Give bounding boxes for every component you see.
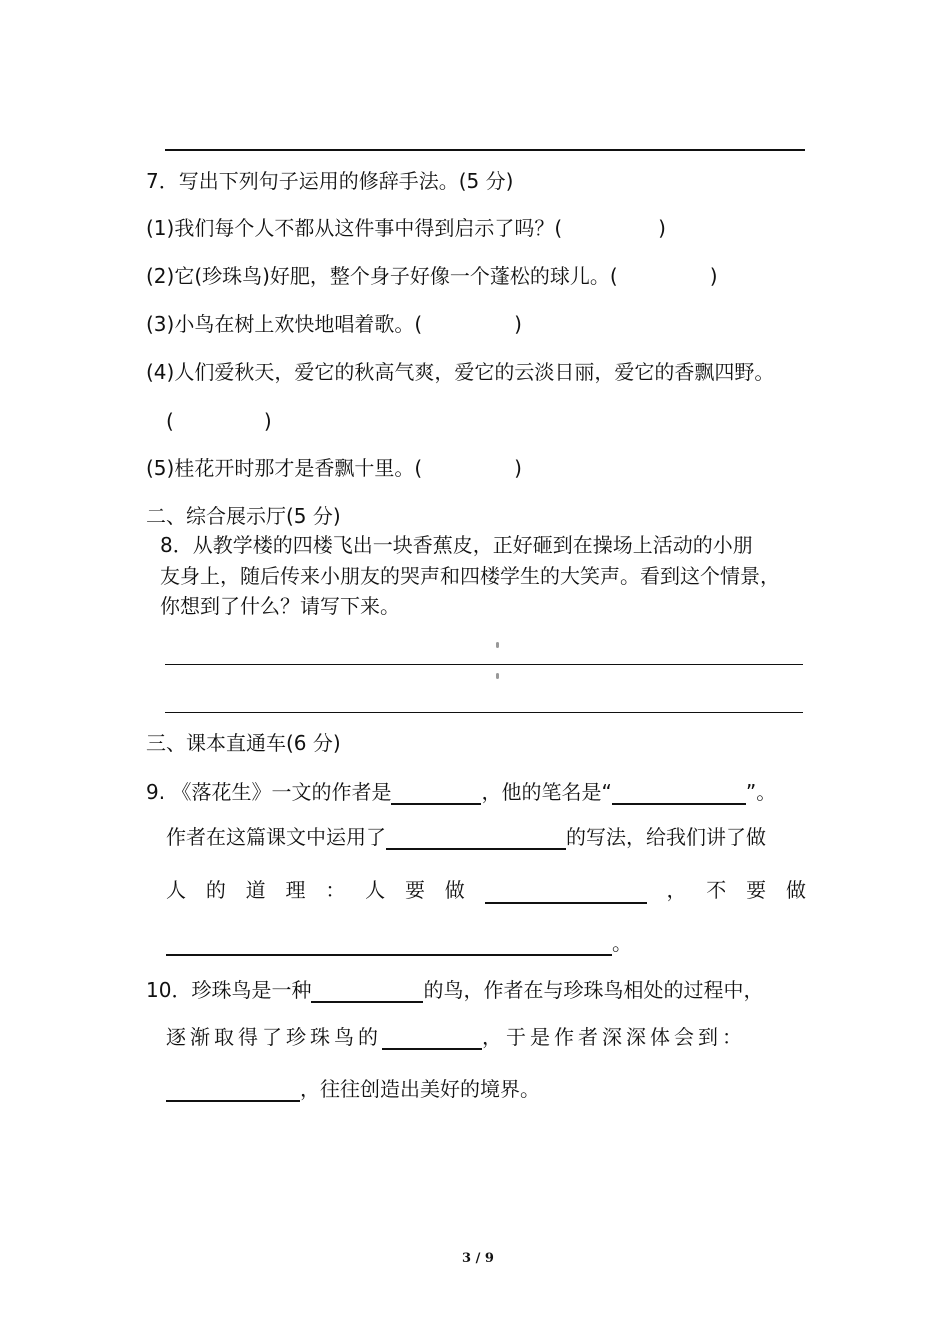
q7-item-3-close: ) (514, 312, 522, 336)
q9-method-blank[interactable] (386, 826, 566, 850)
q7-item-1-text: (1)我们每个人不都从这件事中得到启示了吗？( (146, 216, 563, 240)
q9-prompt-e: 的写法，给我们讲了做 (566, 825, 766, 849)
q7-item-3 (146, 314, 522, 334)
q9-prompt-c: ”。 (745, 780, 777, 804)
q8-answer-line-1[interactable] (165, 664, 803, 665)
q10-line-1 (146, 979, 763, 1003)
q9-char-2: 的 (205, 878, 226, 902)
q7-item-2 (146, 266, 718, 286)
q9-char-1: 人 (166, 878, 186, 902)
q9-prompt-d: 作者在这篇课文中运用了 (166, 825, 386, 849)
q8-line-1: 8．从教学楼的四楼飞出一块香蕉皮，正好砸到在操场上活动的小朋 (160, 533, 753, 557)
q10-realization-blank[interactable] (166, 1078, 300, 1102)
q9-char-9: 不 (706, 878, 727, 902)
page-number: 3 / 9 (462, 1251, 494, 1266)
q8-line-3: 你想到了什么？请写下来。 (160, 594, 400, 618)
q10-prompt-a: 10．珍珠鸟是一种 (146, 978, 312, 1002)
q7-item-4-close: ) (263, 409, 272, 433)
q9-comma: ， (666, 878, 687, 902)
section-2-title: 二、综合展示厅(5 分) (146, 504, 341, 528)
q9-prompt-a: 9. 《落花生》一文的作者是 (146, 780, 392, 804)
q7-item-4-open: ( (166, 409, 174, 433)
q7-item-2-close: ) (709, 264, 718, 288)
q9-line-3 (166, 880, 806, 904)
q9-end: 。 (612, 931, 632, 955)
q8-line-2: 友身上，随后传来小朋友的哭声和四楼学生的大笑声。看到这个情景， (160, 564, 780, 588)
q10-line-2 (166, 1026, 746, 1050)
q9-char-11: 做 (785, 878, 806, 902)
q10-prompt-d: ，于是作者深深体会到： (482, 1025, 746, 1049)
q7-item-4-answer-line (166, 411, 272, 431)
q9-author-blank[interactable] (391, 781, 481, 805)
q10-prompt-b: 的鸟，作者在与珍珠鸟相处的过程中， (423, 978, 764, 1002)
q9-penname-blank[interactable] (612, 781, 746, 805)
q10-line-3 (166, 1078, 540, 1102)
section-3-title: 三、课本直通车(6 分) (146, 731, 341, 755)
q9-char-8: 做 (444, 878, 465, 902)
q7-item-5 (146, 458, 522, 478)
q7-item-5-text: (5)桂花开时那才是香飘十里。( (146, 456, 423, 480)
q9-char-6: 人 (365, 878, 386, 902)
q9-char-4: 理 (285, 878, 306, 902)
q9-line-2 (166, 826, 766, 850)
q7-item-5-close: ) (514, 456, 522, 480)
q9-line-4 (166, 932, 632, 956)
answer-line-top (165, 149, 805, 151)
q8-answer-line-2[interactable] (165, 712, 803, 713)
q10-bird-kind-blank[interactable] (311, 979, 423, 1003)
q9-char-5: ： (325, 878, 346, 902)
q9-char-3: 道 (245, 878, 266, 902)
q9-line-1 (146, 781, 776, 805)
q7-item-1-close: ) (658, 216, 666, 240)
q9-should-not-do-blank[interactable] (166, 932, 612, 956)
q9-char-7: 要 (404, 878, 425, 902)
scan-mark-2 (496, 673, 499, 679)
q7-item-3-text: (3)小鸟在树上欢快地唱着歌。( (146, 312, 423, 336)
question-7-title: 7．写出下列句子运用的修辞手法。(5 分) (146, 169, 514, 193)
q7-item-4: (4)人们爱秋天，爱它的秋高气爽，爱它的云淡日丽，爱它的香飘四野。 (146, 360, 775, 384)
q9-should-do-blank[interactable] (485, 880, 647, 904)
q10-trust-blank[interactable] (382, 1026, 482, 1050)
q9-char-10: 要 (746, 878, 767, 902)
scan-mark-1 (496, 642, 499, 648)
q10-prompt-c: 逐渐取得了珍珠鸟的 (166, 1025, 382, 1049)
q10-prompt-e: ，往往创造出美好的境界。 (300, 1077, 540, 1101)
q7-item-1 (146, 218, 666, 238)
q7-item-2-text: (2)它(珍珠鸟)好肥，整个身子好像一个蓬松的球儿。( (146, 264, 618, 288)
q9-prompt-b: ，他的笔名是“ (481, 780, 612, 804)
